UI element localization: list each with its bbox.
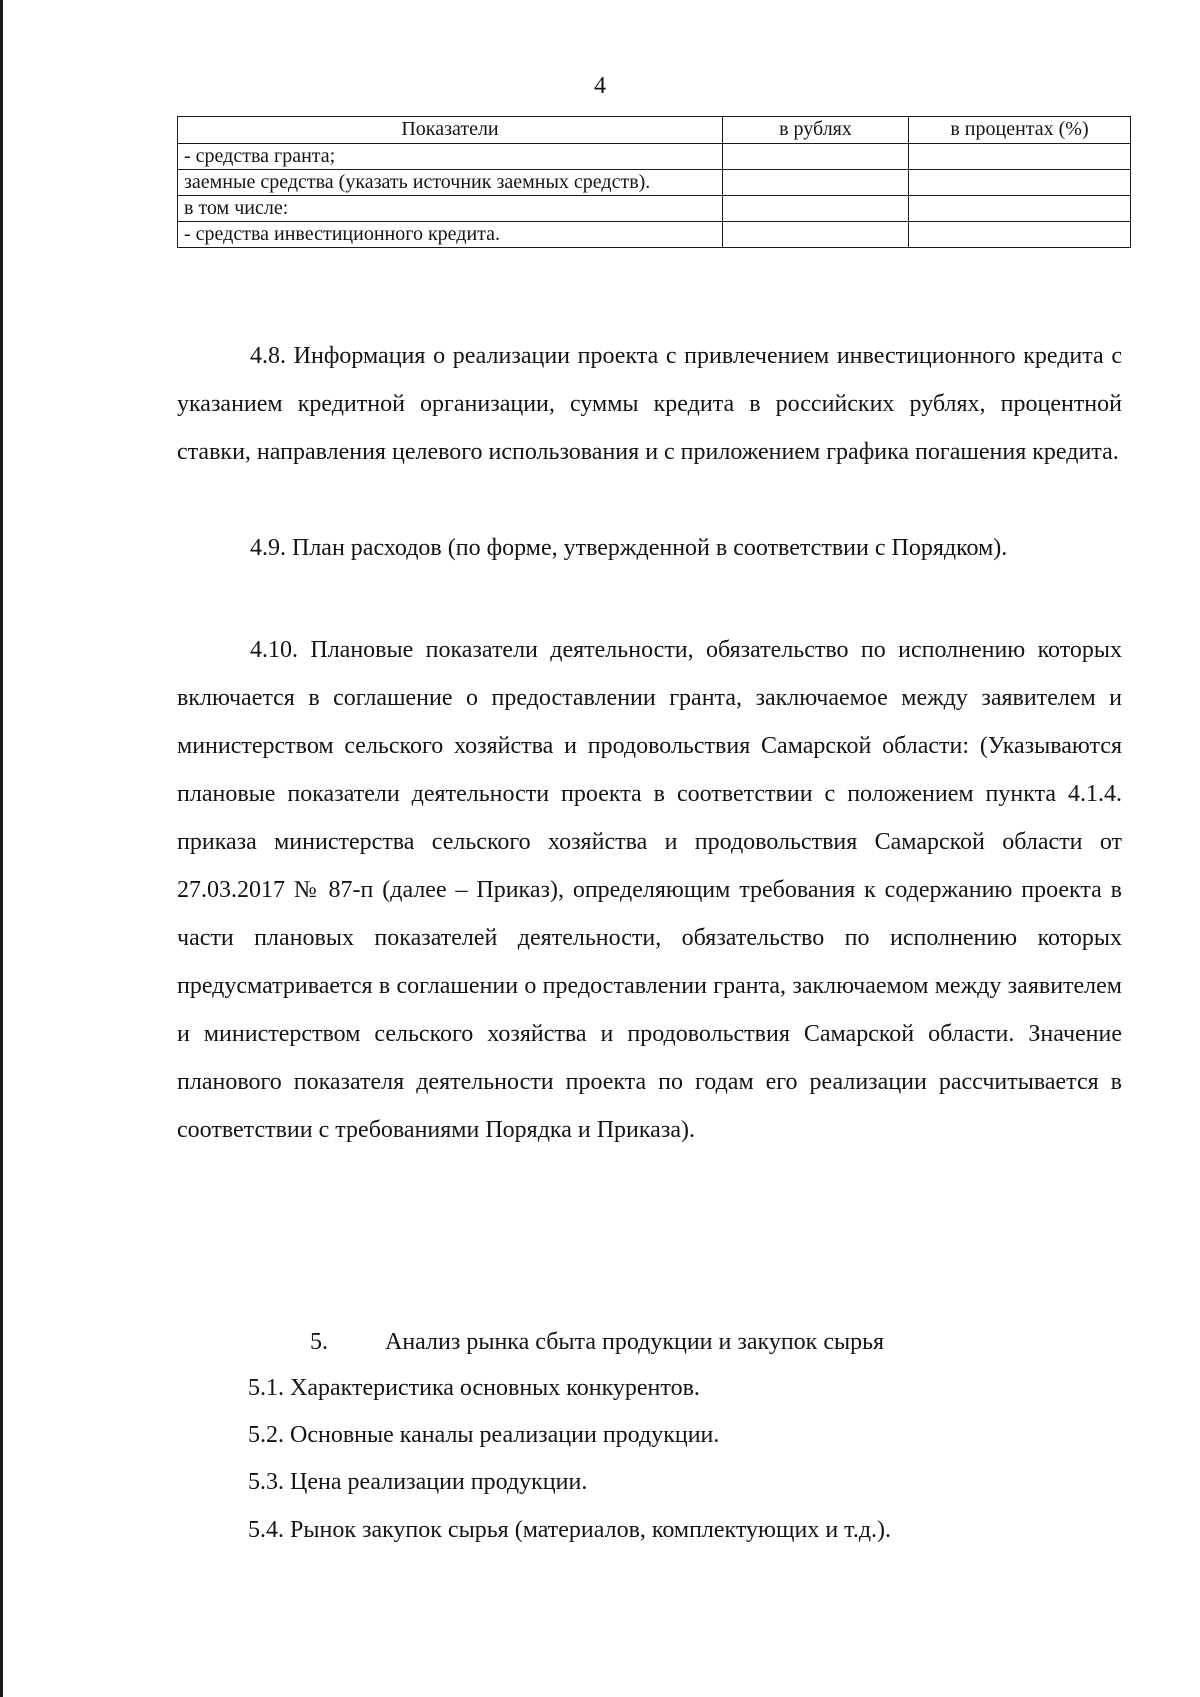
table-header-row bbox=[178, 117, 1131, 144]
list-item-5-3: 5.3. Цена реализации продукции. bbox=[248, 1469, 588, 1495]
header-percent: в процентах (%) bbox=[909, 117, 1131, 144]
header-indicators: Показатели bbox=[178, 117, 723, 144]
table-cell: - средства инвестиционного кредита. bbox=[178, 222, 723, 248]
section-5-heading bbox=[310, 1318, 884, 1366]
table-cell: заемные средства (указать источник заемных средств). bbox=[178, 170, 723, 196]
page-number: 4 bbox=[594, 73, 606, 99]
table-cell bbox=[909, 144, 1131, 170]
table-row bbox=[178, 222, 1131, 248]
header-rubles: в рублях bbox=[723, 117, 909, 144]
table-row bbox=[178, 144, 1131, 170]
list-item-5-2: 5.2. Основные каналы реализации продукции. bbox=[248, 1422, 720, 1448]
table-row bbox=[178, 170, 1131, 196]
paragraph-4-8: 4.8. Информация о реализации проекта с привлечением инвестиционного кредита с указанием кредитной организации, суммы кредита в российских рублях, процентной ставки, направления целевого использования и с приложением графика погашения кредита. bbox=[177, 343, 1122, 465]
table-cell bbox=[723, 144, 909, 170]
table-cell: в том числе: bbox=[178, 196, 723, 222]
section-5-title: Анализ рынка сбыта продукции и закупок сырья bbox=[385, 1329, 885, 1355]
paragraph-4-10: 4.10. Плановые показатели деятельности, обязательство по исполнению которых включается в соглашение о предоставлении гранта, заключаемое между заявителем и министерством сельского хозяйства и продовольствия Самарской области: (Указываются плановые показатели деятельности проекта в соответствии с положением пункта 4.1.4. приказа министерства сельского хозяйства и продовольствия Самарской области от 27.03.2017 № 87-п (далее – Приказ), определяющим требования к содержанию проекта в части плановых показателей деятельности, обязательство по исполнению которых предусматривается в соглашении о предоставлении гранта, заключаемом между заявителем и министерством сельского хозяйства и продовольствия Самарской области. Значение планового показателя деятельности проекта по годам его реализации рассчитывается в соответствии с требованиями Порядка и Приказа). bbox=[177, 637, 1122, 1143]
table-cell bbox=[723, 222, 909, 248]
paragraph-4-9: 4.9. План расходов (по форме, утвержденной в соответствии с Порядком). bbox=[250, 535, 1008, 561]
table-cell bbox=[909, 222, 1131, 248]
table-cell bbox=[909, 170, 1131, 196]
list-item-5-4: 5.4. Рынок закупок сырья (материалов, комплектующих и т.д.). bbox=[248, 1517, 892, 1543]
table-cell: - средства гранта; bbox=[178, 144, 723, 170]
table-cell bbox=[723, 170, 909, 196]
scan-edge-line bbox=[0, 0, 3, 1697]
table-cell bbox=[909, 196, 1131, 222]
table-cell bbox=[723, 196, 909, 222]
list-item-5-1: 5.1. Характеристика основных конкурентов. bbox=[248, 1375, 700, 1401]
section-5-number: 5. bbox=[310, 1329, 328, 1355]
table-row bbox=[178, 196, 1131, 222]
indicators-table bbox=[177, 116, 1131, 248]
